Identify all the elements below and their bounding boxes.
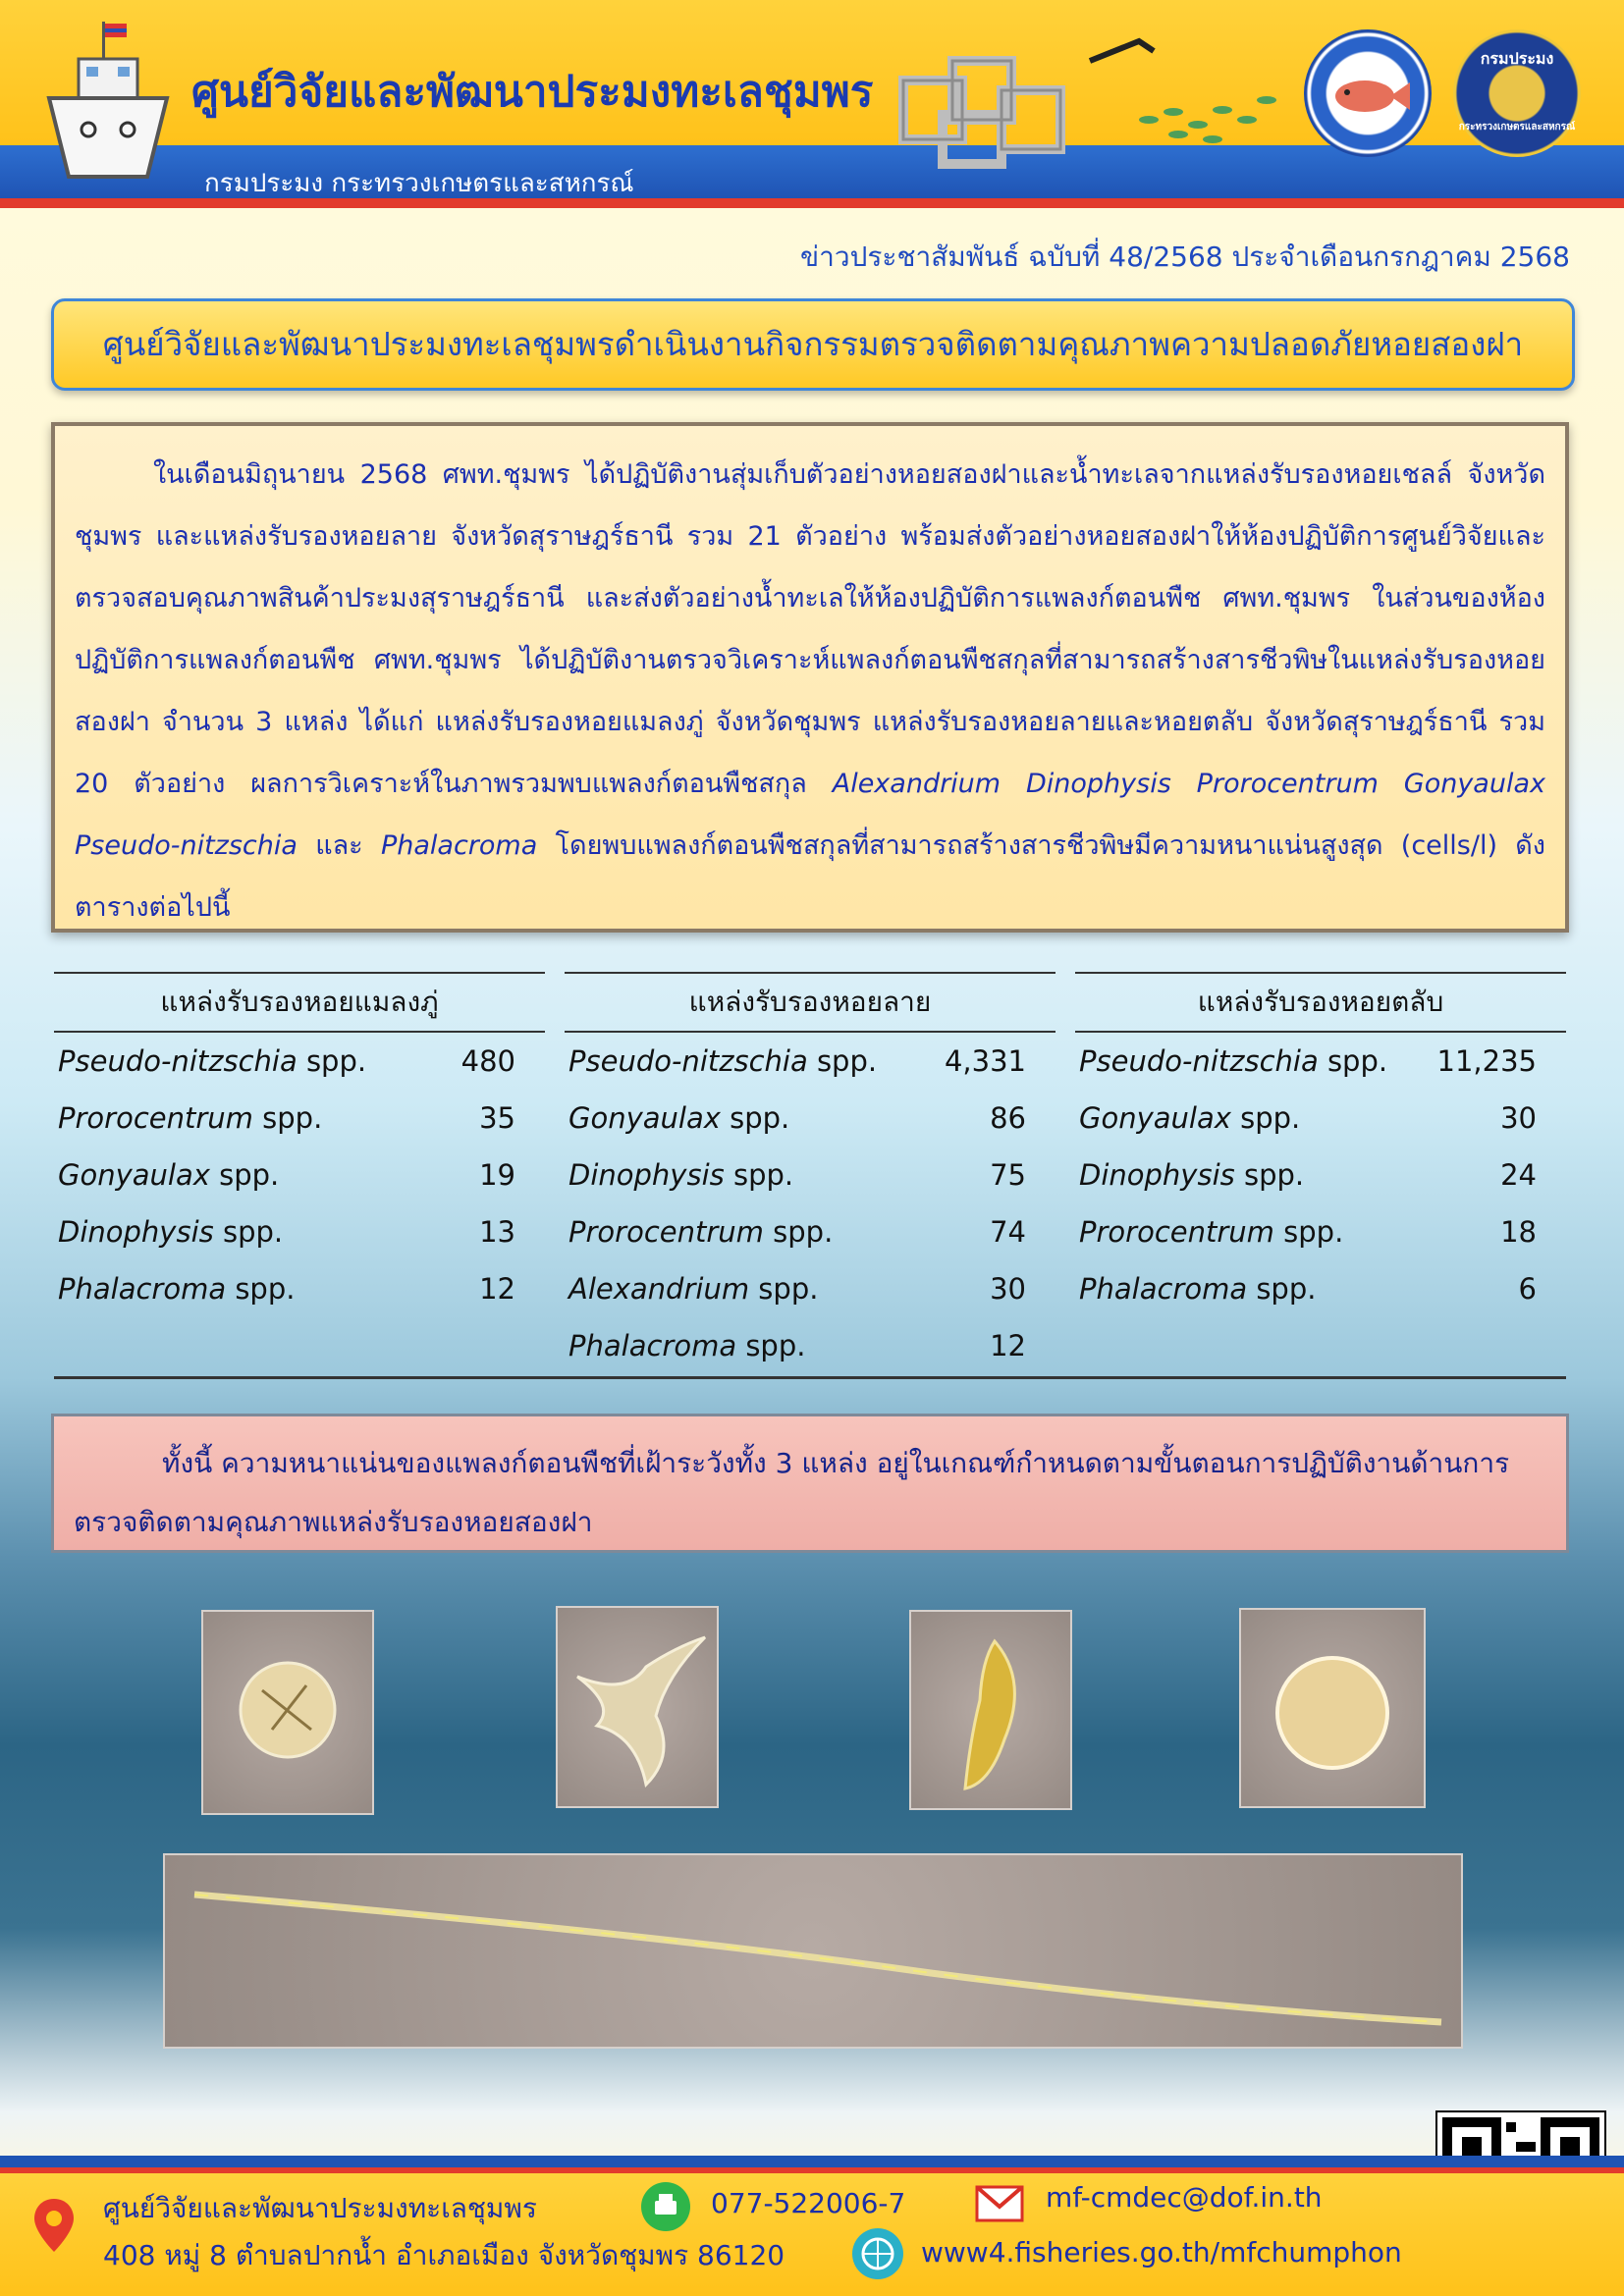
footer-org: ศูนย์วิจัยและพัฒนาประมงทะเลชุมพร — [103, 2192, 537, 2224]
body-part2: โดยพบแพลงก์ตอนพืชสกุลที่สามารถสร้างสารชีวพิษมีความหนาแน่นสูงสุด (cells/l) ดังตารางต่อไปนี้ — [75, 830, 1545, 923]
table-row: Prorocentrum spp. 35 — [58, 1101, 515, 1135]
table-bottom-rule — [54, 1376, 1566, 1379]
mail-icon — [975, 2185, 1024, 2222]
logo-subtext: กระทรวงเกษตรและสหกรณ์ — [1458, 122, 1576, 133]
table-row: Phalacroma spp. 6 — [1079, 1272, 1537, 1306]
table-row: Gonyaulax spp. 19 — [58, 1158, 515, 1192]
body-paragraph — [75, 444, 1545, 938]
footer-address: 408 หมู่ 8 ตำบลปากน้ำ อำเภอเมือง จังหวัดชุมพร 86120 — [103, 2239, 785, 2271]
table-row: Dinophysis spp. 24 — [1079, 1158, 1537, 1192]
micrograph-prorocentrum — [1239, 1608, 1426, 1808]
logo-text: กรมประมง — [1480, 49, 1554, 68]
body-genera2: Phalacroma — [380, 830, 538, 861]
body-genera1: Alexandrium Dinophysis Prorocentrum Gonyaulax Pseudo-nitzschia — [75, 769, 1545, 861]
note-text: ทั้งนี้ ความหนาแน่นของแพลงก์ตอนพืชที่เฝ้าระวังทั้ง 3 แหล่ง อยู่ในเกณฑ์กำหนดตามขั้นตอนการปฏิบัติงานด้านการตรวจติดตามคุณภาพแหล่งรับรองหอยสองฝา — [74, 1447, 1510, 1538]
footer-phone[interactable]: 077-522006-7 — [711, 2187, 906, 2219]
table-row: Prorocentrum spp. 74 — [568, 1215, 1026, 1249]
table-row: Gonyaulax spp. 30 — [1079, 1101, 1537, 1135]
header-title: ศูนย์วิจัยและพัฒนาประมงทะเลชุมพร — [191, 67, 874, 117]
table-row: Dinophysis spp. 13 — [58, 1215, 515, 1249]
web-icon — [850, 2226, 905, 2281]
micrograph-pseudo-nitzschia — [163, 1853, 1463, 2049]
table-row: Phalacroma spp. 12 — [568, 1329, 1026, 1362]
artificial-reef-cubes-illustration — [884, 22, 1296, 169]
body-part1: ในเดือนมิถุนายน 2568 ศพท.ชุมพร ได้ปฏิบัติงานสุ่มเก็บตัวอย่างหอยสองฝาและน้ำทะเลจากแหล่งรับรองหอยเชลล์ จังหวัดชุมพร และแหล่งรับรองหอยลาย จังหวัดสุราษฎร์ธานี รวม 21 ตัวอย่าง พร้อมส่งตัวอย่างหอยสองฝาให้ห้องปฏิบัติการศูนย์วิจัยและตรวจสอบคุณภาพสินค้าประมงสุราษฎร์ธานี และส่งตัวอย่างน้ำทะเลให้ห้องปฏิบัติการแพลงก์ตอนพืช ศพท.ชุมพร ในส่วนของห้องปฏิบัติการแพลงก์ตอนพืช ศพท.ชุมพร ได้ปฏิบัติงานตรวจวิเคราะห์แพลงก์ตอนพืชสกุลที่สามารถสร้างสารชีวพิษในแหล่งรับรองหอยสองฝา จำนวน 3 แหล่ง ได้แก่ แหล่งรับรองหอยแมลงภู่ จังหวัดชุมพร แหล่งรับรองหอยลายและหอยตลับ จังหวัดสุราษฎร์ธานี รวม 20 ตัวอย่าง ผลการวิเคราะห์ในภาพรวมพบแพลงก์ตอนพืชสกุล — [75, 459, 1545, 799]
fish-icon — [1304, 29, 1432, 157]
table-row: Phalacroma spp. 12 — [58, 1272, 515, 1306]
table-venus-clam-site — [1075, 972, 1566, 1317]
table-mussel-site — [54, 972, 545, 1317]
micrograph-dinophysis — [909, 1610, 1072, 1810]
table-header: แหล่งรับรองหอยลาย — [565, 974, 1056, 1033]
footer-email[interactable]: mf-cmdec@dof.in.th — [1046, 2181, 1323, 2214]
footer-blue-band — [0, 2156, 1624, 2167]
headline-box — [51, 298, 1575, 391]
table-surf-clam-site — [565, 972, 1056, 1374]
department-of-fisheries-logo — [1453, 29, 1581, 157]
body-paragraph-box — [51, 422, 1569, 933]
table-row: Alexandrium spp. 30 — [568, 1272, 1026, 1306]
header-subtitle: กรมประมง กระทรวงเกษตรและสหกรณ์ — [204, 169, 634, 198]
table-header: แหล่งรับรองหอยแมลงภู่ — [54, 974, 545, 1033]
table-row: Pseudo-nitzschia spp. 4,331 — [568, 1044, 1026, 1078]
table-row: Pseudo-nitzschia spp. 480 — [58, 1044, 515, 1078]
table-row: Dinophysis spp. 75 — [568, 1158, 1026, 1192]
micrograph-phalacroma — [556, 1606, 719, 1808]
note-box — [51, 1414, 1569, 1553]
table-header: แหล่งรับรองหอยตลับ — [1075, 974, 1566, 1033]
research-center-logo — [1304, 29, 1432, 157]
body-and: และ — [297, 830, 381, 861]
micrograph-alexandrium — [201, 1610, 374, 1815]
ship-logo — [39, 20, 177, 187]
footer-website[interactable]: www4.fisheries.go.th/mfchumphon — [921, 2236, 1402, 2269]
headline-text: ศูนย์วิจัยและพัฒนาประมงทะเลชุมพรดำเนินงานกิจกรรมตรวจติดตามคุณภาพความปลอดภัยหอยสองฝา — [102, 325, 1524, 363]
issue-line: ข่าวประชาสัมพันธ์ ฉบับที่ 48/2568 ประจำเดือนกรกฎาคม 2568 — [800, 240, 1570, 273]
table-row: Prorocentrum spp. 18 — [1079, 1215, 1537, 1249]
fax-icon — [640, 2181, 691, 2232]
table-row: Gonyaulax spp. 86 — [568, 1101, 1026, 1135]
location-pin-icon — [31, 2197, 77, 2260]
table-row: Pseudo-nitzschia spp. 11,235 — [1079, 1044, 1537, 1078]
